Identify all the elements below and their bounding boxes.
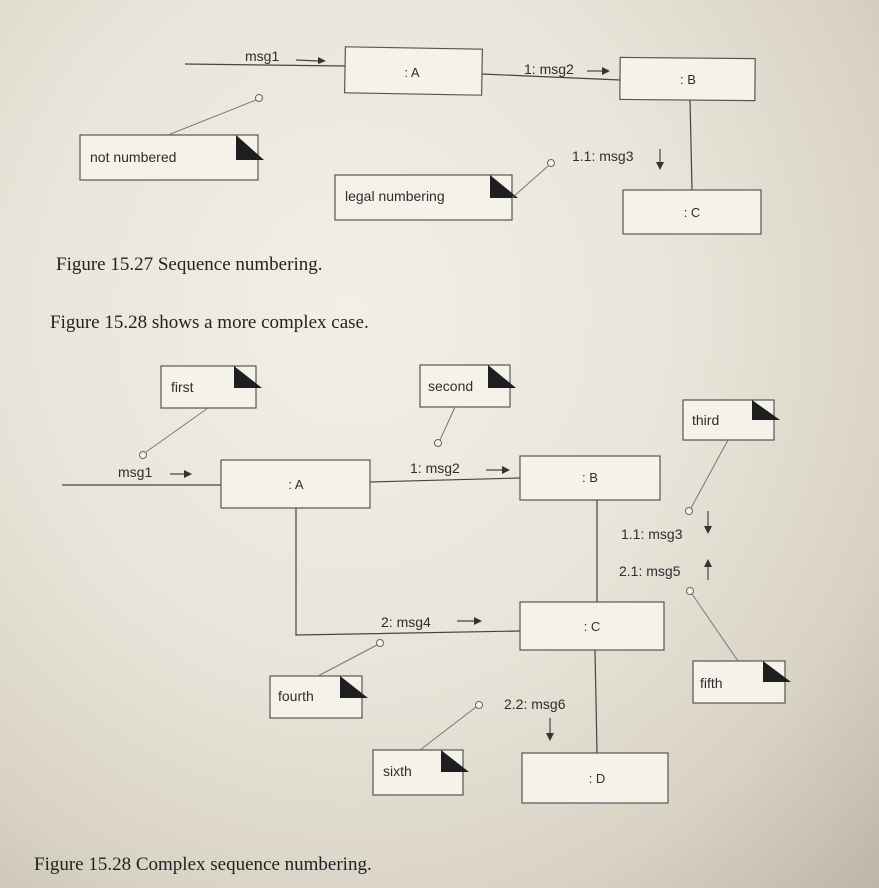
svg-text:2.2: msg6: 2.2: msg6 <box>504 696 566 712</box>
svg-text:: A: : A <box>404 65 420 80</box>
note-anchor-circle <box>687 588 694 595</box>
message-2-1-msg5 <box>619 559 712 580</box>
note-anchor-circle <box>435 440 442 447</box>
message-1-msg2 <box>410 460 510 476</box>
link-c-d <box>595 650 597 753</box>
svg-text:fifth: fifth <box>700 675 723 691</box>
svg-text:1: msg2: 1: msg2 <box>524 61 574 77</box>
message-msg1 <box>118 464 192 480</box>
svg-text:: B: : B <box>680 72 696 87</box>
svg-text:: B: : B <box>582 470 598 485</box>
note-fifth <box>687 588 792 704</box>
svg-text:: D: : D <box>588 771 606 786</box>
note-legal-numbering <box>335 160 555 221</box>
link-incoming-a <box>185 64 345 66</box>
message-1-1-msg3 <box>572 148 664 170</box>
svg-text:1.1: msg3: 1.1: msg3 <box>621 526 683 542</box>
svg-text:not numbered: not numbered <box>90 149 177 165</box>
link-b-c <box>690 100 692 190</box>
object-a <box>221 460 370 508</box>
svg-text:1: msg2: 1: msg2 <box>410 460 460 476</box>
svg-text:third: third <box>692 412 720 428</box>
svg-text:: A: : A <box>288 477 304 492</box>
svg-text:msg1: msg1 <box>245 48 280 64</box>
svg-text:2: msg4: 2: msg4 <box>381 614 431 630</box>
note-first <box>140 366 263 459</box>
svg-text:legal numbering: legal numbering <box>345 188 445 204</box>
note-fourth <box>270 640 384 719</box>
object-c <box>623 190 761 234</box>
svg-text:msg1: msg1 <box>118 464 153 480</box>
note-second <box>420 365 516 447</box>
figure-15-27-caption: Figure 15.27 Sequence numbering. <box>56 254 323 275</box>
object-d <box>522 753 668 803</box>
note-anchor-circle <box>256 95 263 102</box>
figure-15-27 <box>56 47 761 275</box>
note-anchor-circle <box>476 702 483 709</box>
svg-text:first: first <box>171 379 194 395</box>
link-a-b <box>370 478 520 482</box>
svg-text:fourth: fourth <box>278 688 314 704</box>
note-not-numbered <box>80 95 264 181</box>
message-2-msg4 <box>381 614 482 630</box>
note-sixth <box>373 702 483 796</box>
note-third <box>683 400 780 515</box>
object-c <box>520 602 664 650</box>
message-2-2-msg6 <box>504 696 566 741</box>
message-msg1 <box>245 48 326 64</box>
message-1-1-msg3 <box>621 511 712 542</box>
svg-text:second: second <box>428 378 474 394</box>
svg-text:1.1: msg3: 1.1: msg3 <box>572 148 634 164</box>
figure-15-28-caption: Figure 15.28 Complex sequence numbering. <box>34 854 372 875</box>
object-b <box>520 456 660 500</box>
message-1-msg2 <box>524 61 610 77</box>
svg-text:sixth: sixth <box>383 763 412 779</box>
body-text: Figure 15.28 shows a more complex case. <box>50 312 369 333</box>
figure-15-28 <box>34 365 791 875</box>
note-anchor-circle <box>377 640 384 647</box>
svg-text:: C: : C <box>683 205 701 220</box>
object-b <box>620 57 755 100</box>
note-anchor-circle <box>140 452 147 459</box>
svg-text:: C: : C <box>583 619 601 634</box>
note-anchor-circle <box>686 508 693 515</box>
note-anchor-circle <box>548 160 555 167</box>
object-a <box>345 47 483 95</box>
svg-text:2.1: msg5: 2.1: msg5 <box>619 563 681 579</box>
